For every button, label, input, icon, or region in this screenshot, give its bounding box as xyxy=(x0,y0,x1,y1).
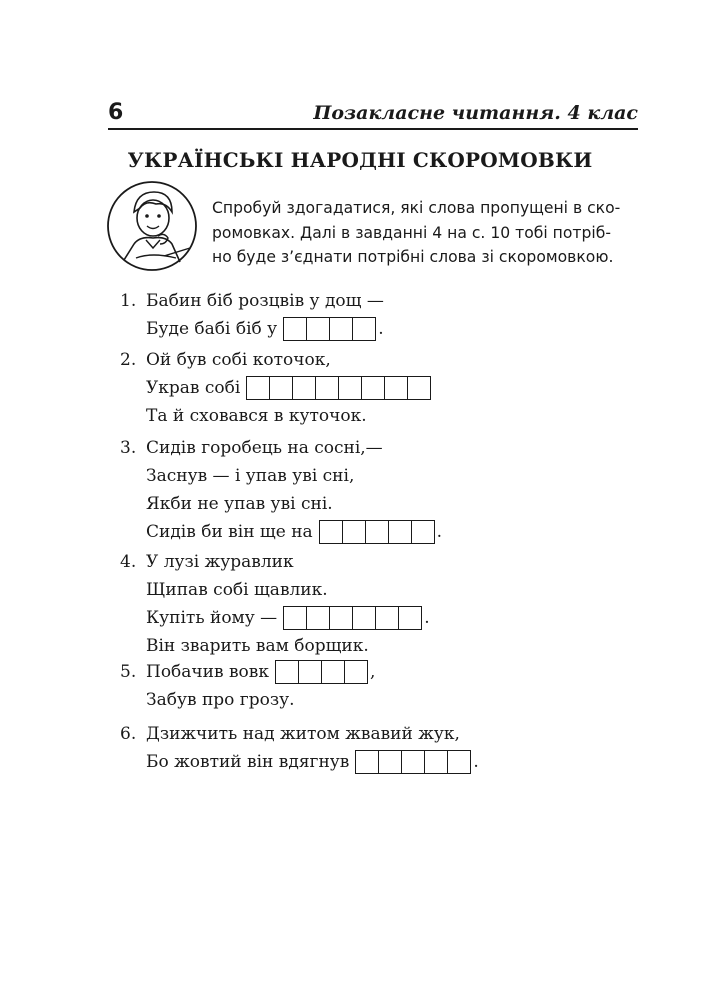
poem-line: Украв собі xyxy=(146,378,241,398)
letter-box[interactable] xyxy=(322,661,345,683)
poem-line: Бабин біб розцвів у дощ — xyxy=(146,291,384,311)
tongue-twister-1 xyxy=(120,287,384,343)
letter-box[interactable] xyxy=(366,521,389,543)
punctuation: , xyxy=(369,662,376,682)
letter-box[interactable] xyxy=(330,318,353,340)
poem-line: Якби не упав уві сні. xyxy=(146,494,333,514)
letter-box[interactable] xyxy=(402,751,425,773)
letter-box[interactable] xyxy=(343,521,366,543)
letter-box[interactable] xyxy=(345,661,367,683)
punctuation: . xyxy=(473,752,479,772)
poem-line: Ой був собі коточок, xyxy=(146,350,331,370)
punctuation: . xyxy=(378,319,384,339)
letter-box[interactable] xyxy=(385,377,408,399)
letter-box[interactable] xyxy=(425,751,448,773)
poem-line: Буде бабі біб у xyxy=(146,319,278,339)
letter-box[interactable] xyxy=(356,751,379,773)
poem-line: Він зварить вам борщик. xyxy=(146,636,369,656)
intro-line: Спробуй здогадатися, які слова пропущені в ско- xyxy=(212,199,621,217)
letter-box[interactable] xyxy=(448,751,470,773)
punctuation: . xyxy=(424,608,430,628)
intro-text xyxy=(212,196,640,270)
punctuation: . xyxy=(436,522,443,542)
item-number: 1. xyxy=(120,291,137,311)
letter-box[interactable] xyxy=(276,661,299,683)
letter-box[interactable] xyxy=(353,318,375,340)
letter-box[interactable] xyxy=(339,377,362,399)
letter-box[interactable] xyxy=(270,377,293,399)
letter-box[interactable] xyxy=(247,377,270,399)
letter-box[interactable] xyxy=(379,751,402,773)
poem-line: Забув про грозу. xyxy=(146,690,295,710)
poem-line: Дзижчить над житом жвавий жук, xyxy=(146,724,460,744)
letter-box[interactable] xyxy=(353,607,376,629)
answer-boxes[interactable] xyxy=(283,317,376,341)
tongue-twister-5 xyxy=(120,658,375,714)
tongue-twister-3 xyxy=(120,434,442,546)
page-header xyxy=(108,96,638,132)
poem-line: Бо жовтий він вдягнув xyxy=(146,752,350,772)
answer-boxes[interactable] xyxy=(246,376,431,400)
letter-box[interactable] xyxy=(316,377,339,399)
poem-line: Та й сховався в куточок. xyxy=(146,406,367,426)
letter-box[interactable] xyxy=(389,521,412,543)
poem-line: У лузі журавлик xyxy=(146,552,294,572)
page-title: УКРАЇНСЬКІ НАРОДНІ СКОРОМОВКИ xyxy=(127,148,593,172)
letter-box[interactable] xyxy=(408,377,430,399)
item-number: 6. xyxy=(120,724,137,744)
answer-boxes[interactable] xyxy=(355,750,471,774)
tongue-twister-2 xyxy=(120,346,431,430)
item-number: 3. xyxy=(120,438,137,458)
poem-line: Сидів би він ще на xyxy=(146,522,313,542)
item-number: 5. xyxy=(120,662,137,682)
letter-box[interactable] xyxy=(330,607,353,629)
poem-line: Сидів горобець на сосні,— xyxy=(146,438,383,458)
answer-boxes[interactable] xyxy=(319,520,435,544)
letter-box[interactable] xyxy=(320,521,343,543)
boy-illustration xyxy=(106,178,198,274)
page-number: 6 xyxy=(108,100,124,125)
intro-line: но буде з’єднати потрібні слова зі скоромовкою. xyxy=(212,248,614,266)
tongue-twister-4 xyxy=(120,548,430,660)
letter-box[interactable] xyxy=(412,521,434,543)
letter-box[interactable] xyxy=(284,318,307,340)
answer-boxes[interactable] xyxy=(283,606,422,630)
poem-line: Купіть йому — xyxy=(146,608,278,628)
letter-box[interactable] xyxy=(362,377,385,399)
letter-box[interactable] xyxy=(299,661,322,683)
item-number: 2. xyxy=(120,350,137,370)
letter-box[interactable] xyxy=(376,607,399,629)
letter-box[interactable] xyxy=(307,318,330,340)
intro-line: ромовках. Далі в завданні 4 на с. 10 тобі потріб- xyxy=(212,223,611,242)
tongue-twister-6 xyxy=(120,720,479,776)
letter-box[interactable] xyxy=(293,377,316,399)
letter-box[interactable] xyxy=(399,607,421,629)
poem-line: Заснув — і упав уві сні, xyxy=(146,466,355,486)
item-number: 4. xyxy=(120,552,137,572)
poem-line: Побачив вовк xyxy=(146,662,269,682)
running-title: Позакласне читання. 4 клас xyxy=(313,102,638,124)
letter-box[interactable] xyxy=(307,607,330,629)
poem-line: Щипав собі щавлик. xyxy=(146,580,328,600)
header-rule xyxy=(108,128,638,130)
letter-box[interactable] xyxy=(284,607,307,629)
answer-boxes[interactable] xyxy=(275,660,368,684)
